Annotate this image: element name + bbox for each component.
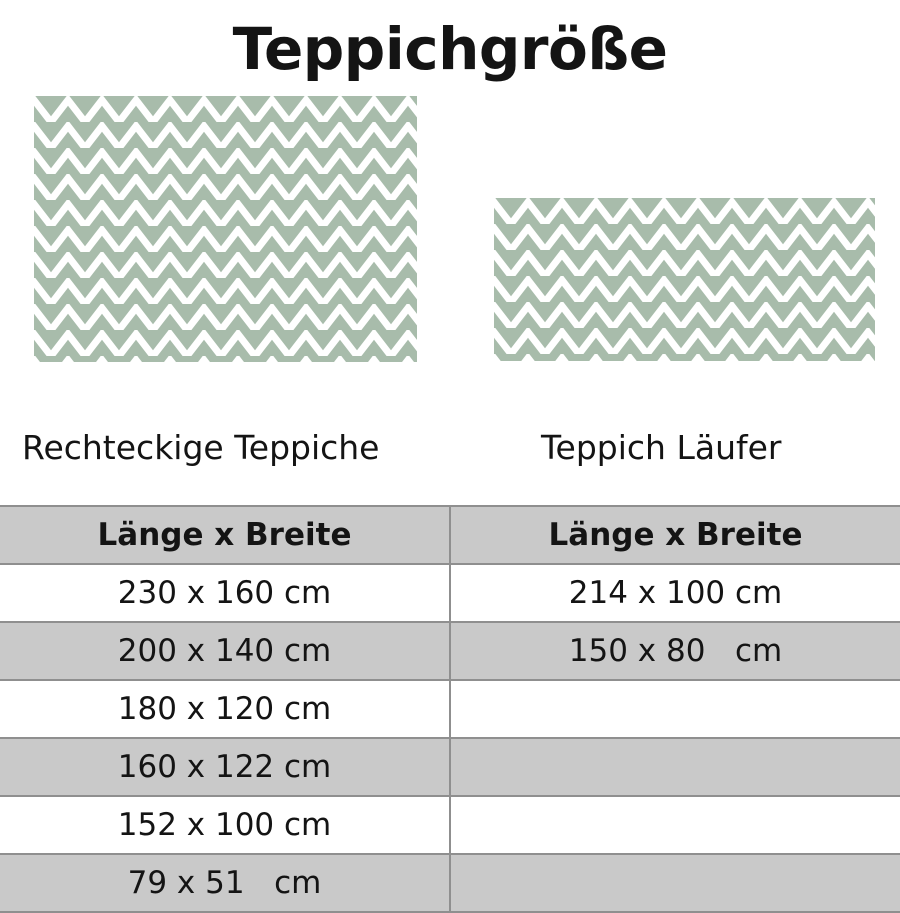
- cell-rect-size: 160 x 122 cm: [0, 738, 450, 796]
- cell-runner-size: [450, 738, 900, 796]
- cell-rect-size: 230 x 160 cm: [0, 564, 450, 622]
- table-row: [0, 796, 900, 854]
- runner-rug-swatch: [494, 198, 875, 361]
- chevron-pattern-icon: [34, 96, 417, 362]
- rug-captions: [0, 428, 900, 488]
- header-cell-runner: Länge x Breite: [450, 506, 900, 564]
- cell-rect-size: 152 x 100 cm: [0, 796, 450, 854]
- table-row: [0, 738, 900, 796]
- cell-runner-size: [450, 854, 900, 912]
- chevron-pattern-icon: [494, 198, 875, 361]
- cell-runner-size: [450, 680, 900, 738]
- cell-rect-size: 180 x 120 cm: [0, 680, 450, 738]
- size-table: [0, 505, 900, 913]
- runner-rug-caption: Teppich Läufer: [541, 427, 782, 467]
- table-header-row: [0, 506, 900, 564]
- rectangular-rug-swatch: [34, 96, 417, 362]
- rectangular-rug-caption: Rechteckige Teppiche: [22, 427, 380, 467]
- page-title: Teppichgröße: [232, 15, 668, 83]
- cell-rect-size: 79 x 51 cm: [0, 854, 450, 912]
- cell-rect-size: 200 x 140 cm: [0, 622, 450, 680]
- table-row: [0, 564, 900, 622]
- table-row: [0, 680, 900, 738]
- table-row: [0, 622, 900, 680]
- rug-illustrations: [0, 88, 900, 428]
- table-row: [0, 854, 900, 912]
- cell-runner-size: 214 x 100 cm: [450, 564, 900, 622]
- cell-runner-size: 150 x 80 cm: [450, 622, 900, 680]
- header-cell-rect: Länge x Breite: [0, 506, 450, 564]
- cell-runner-size: [450, 796, 900, 854]
